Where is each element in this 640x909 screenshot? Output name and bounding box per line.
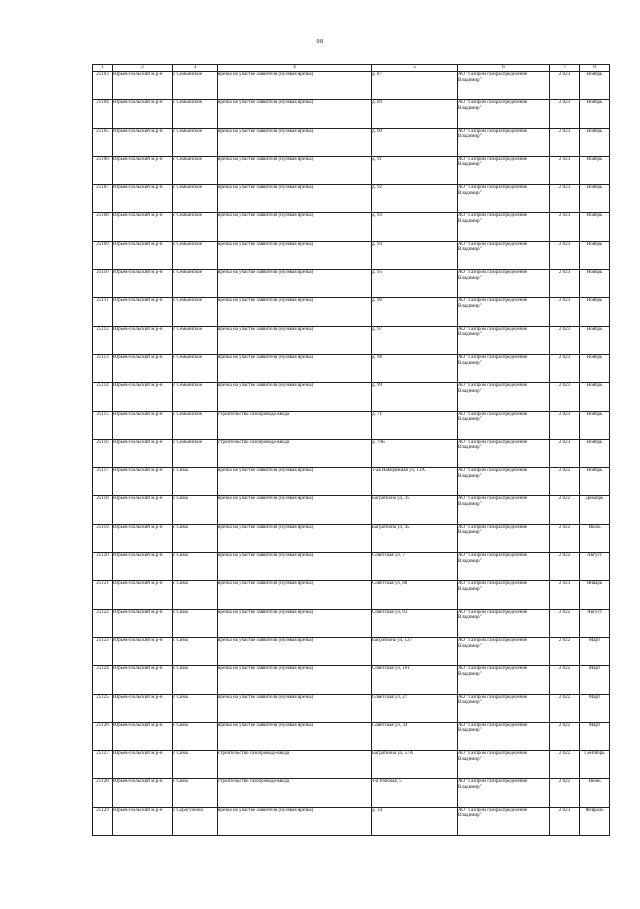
work-type-cell: врезка на участке заявителя (нулевая врезка) (218, 270, 372, 298)
table-row (93, 524, 610, 552)
work-type-cell: врезка на участке заявителя (нулевая врезка) (218, 553, 372, 581)
table-row (93, 807, 610, 835)
month-cell: Ноябрь (580, 270, 610, 298)
work-type-cell: врезка на участке заявителя (нулевая врезка) (218, 72, 372, 100)
month-cell: Ноябрь (580, 128, 610, 156)
organization-cell: АО "Газпром газораспределение Владимир" (458, 581, 550, 609)
settlement-cell: с Семьинское (173, 411, 218, 439)
table-row (93, 439, 610, 467)
organization-cell: АО "Газпром газораспределение Владимир" (458, 751, 550, 779)
address-cell: д. 90 (372, 128, 458, 156)
month-cell: Июль (580, 524, 610, 552)
organization-cell: АО "Газпром газораспределение Владимир" (458, 468, 550, 496)
address-cell: Багратиона ул, 57А (372, 751, 458, 779)
district-cell: Юрьев-Польский м.р-н (113, 156, 173, 184)
row-number: 25119 (93, 524, 113, 552)
address-cell: д. 94 (372, 241, 458, 269)
table-row (93, 666, 610, 694)
district-cell: Юрьев-Польский м.р-н (113, 298, 173, 326)
address-cell: Советская ул, 101 (372, 666, 458, 694)
column-header: 4 (218, 65, 372, 72)
month-cell: Январь (580, 581, 610, 609)
work-type-cell: строительство газопровода-ввода (218, 411, 372, 439)
district-cell: Юрьев-Польский м.р-н (113, 128, 173, 156)
month-cell: Март (580, 694, 610, 722)
district-cell: Юрьев-Польский м.р-н (113, 496, 173, 524)
row-number: 25114 (93, 383, 113, 411)
month-cell: Ноябрь (580, 185, 610, 213)
address-cell: д. 87 (372, 72, 458, 100)
year-cell: 2 023 (550, 185, 580, 213)
organization-cell: АО "Газпром газораспределение Владимир" (458, 666, 550, 694)
row-number: 25117 (93, 468, 113, 496)
table-row (93, 468, 610, 496)
organization-cell: АО "Газпром газораспределение Владимир" (458, 722, 550, 750)
row-number: 25105 (93, 128, 113, 156)
settlement-cell: с Сима (173, 553, 218, 581)
year-cell: 2 023 (550, 156, 580, 184)
table-row (93, 354, 610, 382)
column-header: 2 (113, 65, 173, 72)
month-cell: Ноябрь (580, 156, 610, 184)
table-row (93, 100, 610, 128)
address-cell: д. 92 (372, 185, 458, 213)
organization-cell: АО "Газпром газораспределение Владимир" (458, 354, 550, 382)
column-header: 8 (580, 65, 610, 72)
row-number: 25110 (93, 270, 113, 298)
district-cell: Юрьев-Польский м.р-н (113, 468, 173, 496)
table-row (93, 383, 610, 411)
month-cell: Ноябрь (580, 468, 610, 496)
table-row (93, 694, 610, 722)
address-cell: Советская ул, 7 (372, 553, 458, 581)
table-row (93, 270, 610, 298)
settlement-cell: с Сима (173, 722, 218, 750)
row-number: 25109 (93, 241, 113, 269)
month-cell: Ноябрь (580, 298, 610, 326)
settlement-cell: с Сорогужино (173, 807, 218, 835)
header-row (93, 65, 610, 72)
organization-cell: АО "Газпром газораспределение Владимир" (458, 807, 550, 835)
work-type-cell: врезка на участке заявителя (нулевая врезка) (218, 807, 372, 835)
month-cell: Ноябрь (580, 241, 610, 269)
settlement-cell: с Семьинское (173, 72, 218, 100)
work-type-cell: врезка на участке заявителя (нулевая врезка) (218, 185, 372, 213)
organization-cell: АО "Газпром газораспределение Владимир" (458, 779, 550, 807)
work-type-cell: врезка на участке заявителя (нулевая врезка) (218, 722, 372, 750)
district-cell: Юрьев-Польский м.р-н (113, 722, 173, 750)
organization-cell: АО "Газпром газораспределение Владимир" (458, 553, 550, 581)
district-cell: Юрьев-Польский м.р-н (113, 72, 173, 100)
table-row (93, 751, 610, 779)
district-cell: Юрьев-Польский м.р-н (113, 354, 173, 382)
address-cell: д. 98 (372, 354, 458, 382)
settlement-cell: с Сима (173, 496, 218, 524)
month-cell: Ноябрь (580, 411, 610, 439)
settlement-cell: с Семьинское (173, 270, 218, 298)
table-row (93, 637, 610, 665)
row-number: 25115 (93, 411, 113, 439)
address-cell: Советская ул, 34 (372, 722, 458, 750)
row-number: 25112 (93, 326, 113, 354)
district-cell: Юрьев-Польский м.р-н (113, 270, 173, 298)
year-cell: 2 023 (550, 581, 580, 609)
month-cell: Август (580, 553, 610, 581)
settlement-cell: с Семьинское (173, 156, 218, 184)
year-cell: 2 023 (550, 241, 580, 269)
address-cell: д. 89 (372, 100, 458, 128)
year-cell: 2 022 (550, 524, 580, 552)
settlement-cell: с Семьинское (173, 298, 218, 326)
gas-connections-table (92, 64, 610, 836)
row-number: 25120 (93, 553, 113, 581)
row-number: 25126 (93, 722, 113, 750)
page-number: 98 (316, 39, 324, 45)
organization-cell: АО "Газпром газораспределение Владимир" (458, 156, 550, 184)
settlement-cell: с Семьинское (173, 213, 218, 241)
organization-cell: АО "Газпром газораспределение Владимир" (458, 439, 550, 467)
year-cell: 2 023 (550, 298, 580, 326)
organization-cell: АО "Газпром газораспределение Владимир" (458, 524, 550, 552)
settlement-cell: с Семьинское (173, 326, 218, 354)
district-cell: Юрьев-Польский м.р-н (113, 609, 173, 637)
row-number: 25122 (93, 609, 113, 637)
settlement-cell: с Сима (173, 637, 218, 665)
work-type-cell: врезка на участке заявителя (нулевая врезка) (218, 213, 372, 241)
work-type-cell: врезка на участке заявителя (нулевая врезка) (218, 128, 372, 156)
row-number: 25118 (93, 496, 113, 524)
settlement-cell: с Семьинское (173, 439, 218, 467)
column-header: 3 (173, 65, 218, 72)
settlement-cell: с Сима (173, 524, 218, 552)
year-cell: 2 023 (550, 326, 580, 354)
year-cell: 2 023 (550, 354, 580, 382)
table-row (93, 185, 610, 213)
work-type-cell: врезка на участке заявителя (нулевая врезка) (218, 241, 372, 269)
year-cell: 2 022 (550, 722, 580, 750)
work-type-cell: строительство газопровода-ввода (218, 439, 372, 467)
organization-cell: АО "Газпром газораспределение Владимир" (458, 496, 550, 524)
year-cell: 2 022 (550, 553, 580, 581)
work-type-cell: строительство газопровода-ввода (218, 779, 372, 807)
district-cell: Юрьев-Польский м.р-н (113, 185, 173, 213)
address-cell: д. 97 (372, 326, 458, 354)
address-cell: д. 91 (372, 156, 458, 184)
work-type-cell: строительство газопровода-ввода (218, 751, 372, 779)
month-cell: Март (580, 637, 610, 665)
table-row (93, 128, 610, 156)
district-cell: Юрьев-Польский м.р-н (113, 807, 173, 835)
row-number: 25127 (93, 751, 113, 779)
table-row (93, 298, 610, 326)
table-row (93, 609, 610, 637)
row-number: 25124 (93, 666, 113, 694)
year-cell: 2 023 (550, 72, 580, 100)
row-number: 25103 (93, 72, 113, 100)
column-header: 6 (458, 65, 550, 72)
work-type-cell: врезка на участке заявителя (нулевая врезка) (218, 468, 372, 496)
row-number: 25125 (93, 694, 113, 722)
organization-cell: АО "Газпром газораспределение Владимир" (458, 411, 550, 439)
month-cell: Ноябрь (580, 72, 610, 100)
year-cell: 2 023 (550, 411, 580, 439)
year-cell: 2 023 (550, 270, 580, 298)
address-cell: 1-ая Набережная ул, 13А (372, 468, 458, 496)
district-cell: Юрьев-Польский м.р-н (113, 666, 173, 694)
month-cell: Ноябрь (580, 326, 610, 354)
work-type-cell: врезка на участке заявителя (нулевая врезка) (218, 524, 372, 552)
organization-cell: АО "Газпром газораспределение Владимир" (458, 383, 550, 411)
table-row (93, 156, 610, 184)
month-cell: Июнь (580, 779, 610, 807)
address-cell: Багратиона ул, 45 (372, 524, 458, 552)
work-type-cell: врезка на участке заявителя (нулевая врезка) (218, 609, 372, 637)
year-cell: 2 022 (550, 779, 580, 807)
column-header: 1 (93, 65, 113, 72)
year-cell: 2 023 (550, 383, 580, 411)
district-cell: Юрьев-Польский м.р-н (113, 326, 173, 354)
address-cell: Багратиона ул, 35 (372, 496, 458, 524)
work-type-cell: врезка на участке заявителя (нулевая врезка) (218, 637, 372, 665)
organization-cell: АО "Газпром газораспределение Владимир" (458, 100, 550, 128)
district-cell: Юрьев-Польский м.р-н (113, 524, 173, 552)
settlement-cell: с Семьинское (173, 100, 218, 128)
district-cell: Юрьев-Польский м.р-н (113, 751, 173, 779)
year-cell: 2 023 (550, 128, 580, 156)
table-row (93, 553, 610, 581)
settlement-cell: с Сима (173, 694, 218, 722)
district-cell: Юрьев-Польский м.р-н (113, 694, 173, 722)
address-cell: д. 96 (372, 298, 458, 326)
address-cell: Советская ул, 93 (372, 609, 458, 637)
work-type-cell: врезка на участке заявителя (нулевая врезка) (218, 581, 372, 609)
address-cell: д. 34 (372, 807, 458, 835)
work-type-cell: врезка на участке заявителя (нулевая врезка) (218, 666, 372, 694)
work-type-cell: врезка на участке заявителя (нулевая врезка) (218, 100, 372, 128)
month-cell: Декабрь (580, 496, 610, 524)
district-cell: Юрьев-Польский м.р-н (113, 241, 173, 269)
month-cell: Сентябрь (580, 751, 610, 779)
table-row (93, 411, 610, 439)
settlement-cell: с Сима (173, 581, 218, 609)
year-cell: 2 023 (550, 807, 580, 835)
month-cell: Ноябрь (580, 383, 610, 411)
settlement-cell: с Сима (173, 779, 218, 807)
row-number: 25106 (93, 156, 113, 184)
table-row (93, 241, 610, 269)
organization-cell: АО "Газпром газораспределение Владимир" (458, 72, 550, 100)
district-cell: Юрьев-Польский м.р-н (113, 581, 173, 609)
district-cell: Юрьев-Польский м.р-н (113, 213, 173, 241)
organization-cell: АО "Газпром газораспределение Владимир" (458, 213, 550, 241)
row-number: 25129 (93, 807, 113, 835)
work-type-cell: врезка на участке заявителя (нулевая врезка) (218, 298, 372, 326)
year-cell: 2 022 (550, 496, 580, 524)
table-row (93, 722, 610, 750)
year-cell: 2 022 (550, 694, 580, 722)
month-cell: Ноябрь (580, 100, 610, 128)
work-type-cell: врезка на участке заявителя (нулевая врезка) (218, 694, 372, 722)
month-cell: Август (580, 609, 610, 637)
year-cell: 2 023 (550, 213, 580, 241)
address-cell: 1-я Рабочая, 5 (372, 779, 458, 807)
table-row (93, 213, 610, 241)
organization-cell: АО "Газпром газораспределение Владимир" (458, 241, 550, 269)
row-number: 25108 (93, 213, 113, 241)
work-type-cell: врезка на участке заявителя (нулевая врезка) (218, 326, 372, 354)
year-cell: 2 022 (550, 666, 580, 694)
work-type-cell: врезка на участке заявителя (нулевая врезка) (218, 354, 372, 382)
month-cell: Февраль (580, 807, 610, 835)
column-header: 7 (550, 65, 580, 72)
month-cell: Ноябрь (580, 439, 610, 467)
address-cell: д. 79Б (372, 439, 458, 467)
table-row (93, 72, 610, 100)
table-row (93, 581, 610, 609)
address-cell: д. 71 (372, 411, 458, 439)
year-cell: 2 023 (550, 439, 580, 467)
organization-cell: АО "Газпром газораспределение Владимир" (458, 609, 550, 637)
year-cell: 2 022 (550, 637, 580, 665)
organization-cell: АО "Газпром газораспределение Владимир" (458, 694, 550, 722)
settlement-cell: с Семьинское (173, 241, 218, 269)
district-cell: Юрьев-Польский м.р-н (113, 553, 173, 581)
year-cell: 2 022 (550, 468, 580, 496)
district-cell: Юрьев-Польский м.р-н (113, 779, 173, 807)
address-cell: д. 95 (372, 270, 458, 298)
row-number: 25104 (93, 100, 113, 128)
table-row (93, 326, 610, 354)
settlement-cell: с Сима (173, 666, 218, 694)
district-cell: Юрьев-Польский м.р-н (113, 439, 173, 467)
row-number: 25128 (93, 779, 113, 807)
row-number: 25111 (93, 298, 113, 326)
address-cell: Советская ул, 88 (372, 581, 458, 609)
organization-cell: АО "Газпром газораспределение Владимир" (458, 270, 550, 298)
row-number: 25113 (93, 354, 113, 382)
row-number: 25123 (93, 637, 113, 665)
work-type-cell: врезка на участке заявителя (нулевая врезка) (218, 496, 372, 524)
month-cell: Март (580, 722, 610, 750)
column-header: 5 (372, 65, 458, 72)
settlement-cell: с Семьинское (173, 185, 218, 213)
address-cell: д. 99 (372, 383, 458, 411)
settlement-cell: с Сима (173, 609, 218, 637)
organization-cell: АО "Газпром газораспределение Владимир" (458, 637, 550, 665)
address-cell: д. 93 (372, 213, 458, 241)
address-cell: Багратиона ул, 127 (372, 637, 458, 665)
month-cell: Март (580, 666, 610, 694)
year-cell: 2 023 (550, 100, 580, 128)
row-number: 25107 (93, 185, 113, 213)
settlement-cell: с Семьинское (173, 383, 218, 411)
district-cell: Юрьев-Польский м.р-н (113, 100, 173, 128)
table-row (93, 496, 610, 524)
table-row (93, 779, 610, 807)
district-cell: Юрьев-Польский м.р-н (113, 637, 173, 665)
organization-cell: АО "Газпром газораспределение Владимир" (458, 185, 550, 213)
settlement-cell: с Сима (173, 751, 218, 779)
settlement-cell: с Семьинское (173, 354, 218, 382)
row-number: 25121 (93, 581, 113, 609)
work-type-cell: врезка на участке заявителя (нулевая врезка) (218, 156, 372, 184)
organization-cell: АО "Газпром газораспределение Владимир" (458, 298, 550, 326)
organization-cell: АО "Газпром газораспределение Владимир" (458, 326, 550, 354)
settlement-cell: с Сима (173, 468, 218, 496)
district-cell: Юрьев-Польский м.р-н (113, 383, 173, 411)
year-cell: 2 022 (550, 751, 580, 779)
work-type-cell: врезка на участке заявителя (нулевая врезка) (218, 383, 372, 411)
address-cell: Советская ул, 27 (372, 694, 458, 722)
organization-cell: АО "Газпром газораспределение Владимир" (458, 128, 550, 156)
year-cell: 2 022 (550, 609, 580, 637)
district-cell: Юрьев-Польский м.р-н (113, 411, 173, 439)
settlement-cell: с Семьинское (173, 128, 218, 156)
row-number: 25116 (93, 439, 113, 467)
month-cell: Ноябрь (580, 354, 610, 382)
month-cell: Ноябрь (580, 213, 610, 241)
